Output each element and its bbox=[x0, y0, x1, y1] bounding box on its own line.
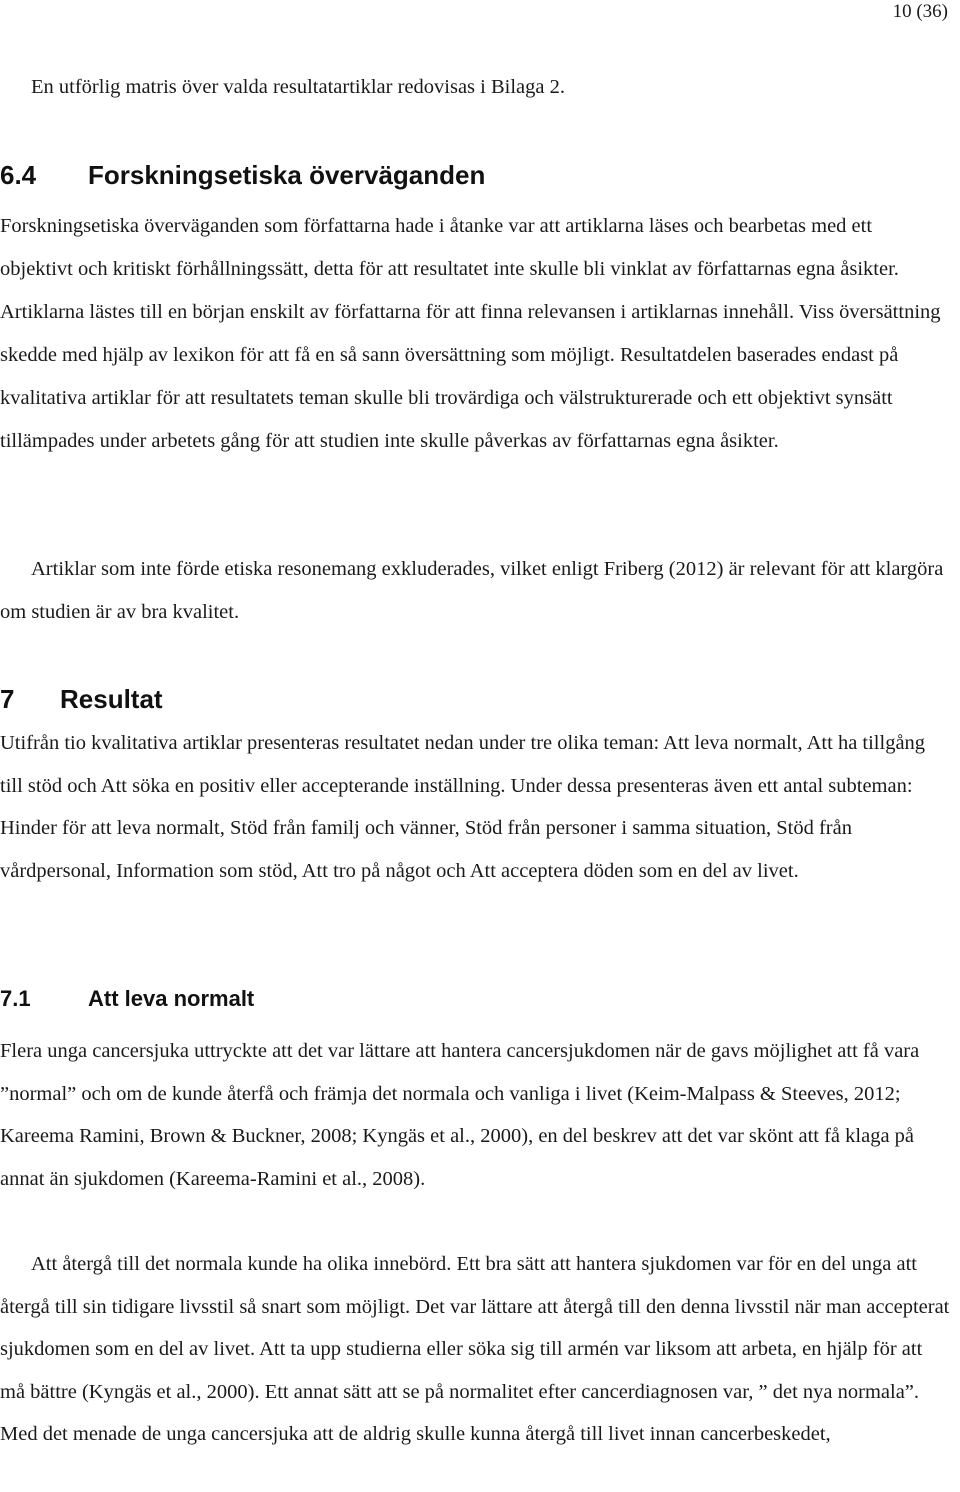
results-paragraph: Utifrån tio kvalitativa artiklar presenteras resultatet nedan under tre olika teman: Att leva normalt, Att ha tillgång till stöd och Att söka en positiv eller accepterande inställning. Under dessa presenteras även ett antal subteman: Hinder för att leva normalt, Stöd från familj och vänner, Stöd från personer i samma situation, Stöd från vårdpersonal, Information som stöd, Att tro på något och Att acceptera döden som en del av livet. bbox=[0, 732, 926, 882]
section-title: Resultat bbox=[60, 684, 163, 714]
section-heading-7 bbox=[0, 684, 163, 714]
page-number: 10 (36) bbox=[892, 1, 948, 22]
normal-life-paragraph-1: Flera unga cancersjuka uttryckte att det var lättare att hantera cancersjukdomen när de gavs möjlighet att få vara ”normal” och om de kunde återfå och främja det normala och vanliga i livet (Keim-Malpass & Steeves, 2012; Kareema Ramini, Brown & Buckner, 2008; Kyngäs et al., 2000), en del beskrev att det var skönt att få klaga på annat än sjukdomen (Kareema-Ramini et al., 2008). bbox=[0, 1040, 920, 1190]
section-number: 6.4 bbox=[0, 160, 37, 190]
section-number: 7.1 bbox=[0, 986, 31, 1011]
ethics-paragraph-1: Forskningsetiska överväganden som författarna hade i åtanke var att artiklarna läses och bearbetas med ett objektivt och kritiskt förhållningssätt, detta för att resultatet inte skulle bli vinklat av författarnas egna åsikter. Artiklarna lästes till en början enskilt av författarna för att finna relevansen i artiklarnas innehåll. Viss översättning skedde med hjälp av lexikon för att få en så sann översättning som möjligt. Resultatdelen baserades endast på kvalitativa artiklar för att resultatets teman skulle bli trovärdiga och välstrukturerade och ett objektivt synsätt tillämpades under arbetets gång för att studien inte skulle påverkas av författarnas egna åsikter. bbox=[0, 215, 941, 452]
normal-life-paragraph-2: Att återgå till det normala kunde ha olika innebörd. Ett bra sätt att hantera sjukdomen var för en del unga att återgå till sin tidigare livsstil så snart som möjligt. Det var lättare att återgå till den denna livsstil när man accepterat sjukdomen som en del av livet. Att ta upp studierna eller söka sig till armén var liksom att arbeta, en hjälp för att må bättre (Kyngäs et al., 2000). Ett annat sätt att se på normalitet efter cancerdiagnosen var, ” det nya normala”. Med det menade de unga cancersjuka att de aldrig skulle kunna återgå till livet innan cancerbeskedet, bbox=[0, 1253, 950, 1445]
ethics-paragraph-2: Artiklar som inte förde etiska resonemang exkluderades, vilket enligt Friberg (2012) är relevant för att klargöra om studien är av bra kvalitet. bbox=[0, 558, 944, 623]
section-number: 7 bbox=[0, 684, 15, 714]
intro-paragraph: En utförlig matris över valda resultatartiklar redovisas i Bilaga 2. bbox=[31, 76, 565, 98]
section-title: Forskningsetiska överväganden bbox=[88, 160, 486, 190]
section-heading-6-4 bbox=[0, 160, 485, 190]
section-title: Att leva normalt bbox=[88, 986, 255, 1011]
section-heading-7-1 bbox=[0, 986, 254, 1012]
